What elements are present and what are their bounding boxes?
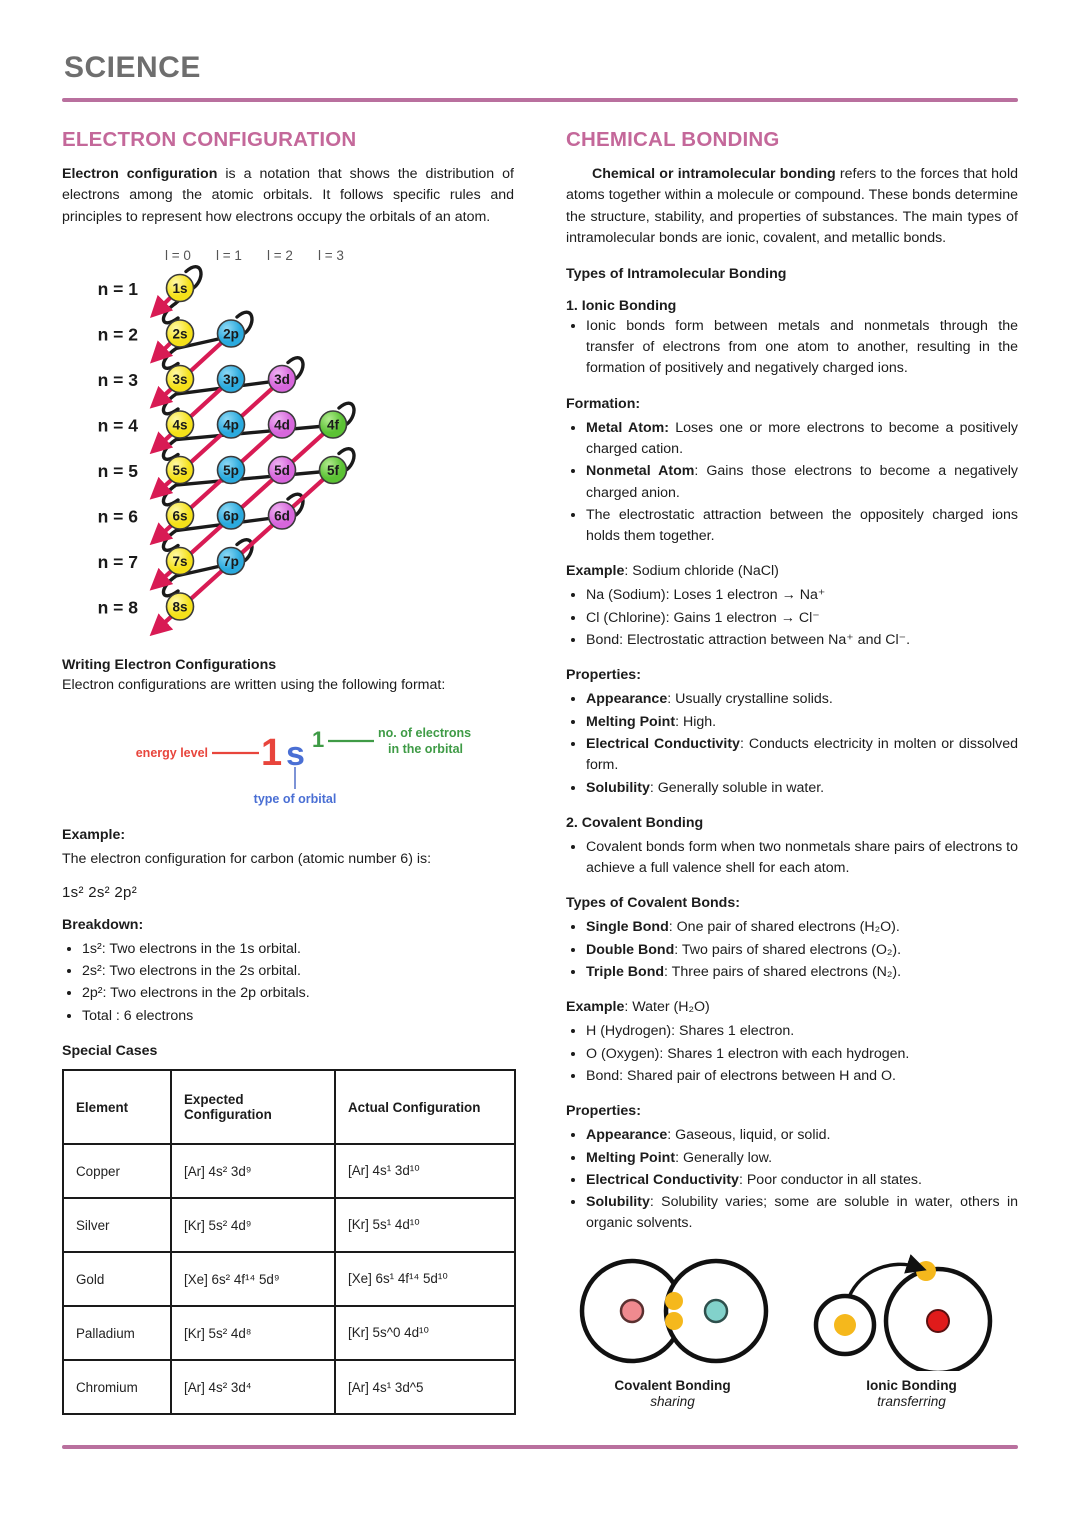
ionic-formation-item (586, 461, 1018, 504)
cell-element: Copper (63, 1144, 171, 1198)
covalent-bonding-svg (566, 1253, 779, 1371)
covalent-types-list (566, 917, 1018, 983)
example-text-left: The electron configuration for carbon (atomic number 6) is: (62, 850, 432, 867)
ionic-example-item: • Na (Sodium): Loses 1 electron → Na⁺ (586, 585, 1018, 606)
bonding-intro-bold-term: Chemical or intramolecular bonding (592, 165, 836, 182)
orbital-label: 2s (172, 326, 188, 342)
aufbau-orbital-4p (218, 411, 245, 438)
covalent-types-heading: Types of Covalent Bonds: (566, 895, 740, 912)
column-header-expected: Expected Configuration (171, 1070, 335, 1144)
covalent-example-item: • Bond: Shared pair of electrons between H and O. (586, 1066, 1018, 1087)
covalent-bonding-heading: 2. Covalent Bonding (566, 814, 704, 831)
ionic-properties-list (566, 689, 1018, 798)
covalent-type-item (586, 940, 1018, 961)
chemical-bonding-intro (566, 164, 1018, 250)
electron-count-label-line1: no. of electrons (378, 725, 472, 740)
aufbau-orbital-5f (320, 457, 347, 484)
covalent-left-nucleus (621, 1300, 643, 1322)
orbital-label: 8s (172, 599, 188, 615)
list-item-text: : Usually crystalline solids. (667, 691, 833, 708)
ionic-example-list (566, 585, 1018, 651)
shared-electron-top (665, 1292, 683, 1310)
orbital-label: 2p (223, 326, 239, 342)
intro-bold-term: Electron configuration (62, 165, 218, 182)
list-item-text: : Solubility varies; some are soluble in water, others in organic solvents. (586, 1194, 1018, 1232)
covalent-bonding-bullets (566, 837, 1018, 880)
aufbau-orbital-5d (269, 457, 296, 484)
orbital-label: 4f (326, 417, 340, 433)
orbital-label: 7s (172, 554, 188, 570)
aufbau-l-label: l = 2 (267, 248, 293, 264)
aufbau-orbital-7p (218, 548, 245, 575)
covalent-right-nucleus (705, 1300, 727, 1322)
aufbau-l-labels (165, 248, 344, 263)
orbital-label: 5d (274, 463, 290, 479)
breakdown-item: • 1s²: Two electrons in the 1s orbital. (82, 939, 514, 960)
cell-element: Palladium (63, 1306, 171, 1360)
ionic-property-item (586, 712, 1018, 733)
aufbau-orbital-7s (167, 548, 194, 575)
column-header-actual: Actual Configuration (335, 1070, 515, 1144)
aufbau-orbital-3p (218, 366, 245, 393)
list-item-term: Electrical Conductivity (586, 1171, 739, 1188)
aufbau-orbital-6s (167, 502, 194, 529)
orbital-label: 6d (274, 508, 290, 524)
cell-expected-configuration: [Kr] 5s² 4d⁸ (171, 1306, 335, 1360)
electron-configuration-intro (62, 164, 514, 229)
types-of-bonding-heading: Types of Intramolecular Bonding (566, 265, 787, 282)
orbital-label: 7p (223, 554, 239, 570)
list-item-term: Metal Atom: (586, 419, 669, 436)
aufbau-orbital-3d (269, 366, 296, 393)
list-item-text: : Three pairs of shared electrons (N₂). (664, 964, 902, 981)
covalent-figure-caption: Covalent Bonding (614, 1377, 731, 1393)
ionic-bonding-svg (805, 1253, 1018, 1371)
covalent-example-item: • H (Hydrogen): Shares 1 electron. (586, 1021, 1018, 1042)
aufbau-l-label: l = 0 (165, 248, 191, 264)
orbital-label: 5p (223, 463, 239, 479)
orbital-label: 3s (172, 372, 188, 388)
ionic-formation-item (586, 418, 1018, 461)
aufbau-orbital-5s (167, 457, 194, 484)
aufbau-n-label: n = 2 (97, 324, 138, 345)
ionic-property-item (586, 689, 1018, 710)
writing-configurations-lead: Electron configurations are written using the following format: (62, 677, 446, 694)
aufbau-n-label: n = 7 (97, 552, 138, 573)
cell-actual-configuration: [Ar] 4s¹ 3d¹⁰ (335, 1144, 515, 1198)
ionic-transferred-electron (916, 1261, 936, 1281)
column-chemical-bonding (566, 128, 1018, 1416)
aufbau-orbital-4s (167, 411, 194, 438)
ionic-properties-colon: : (636, 667, 641, 684)
table-row (63, 1252, 515, 1306)
table-row (63, 1360, 515, 1414)
ionic-properties-heading-text: Properties (566, 667, 637, 684)
ionic-property-item (586, 778, 1018, 799)
aufbau-orbital-4f (320, 411, 347, 438)
breakdown-heading: Breakdown: (62, 916, 144, 933)
table-row (63, 1198, 515, 1252)
aufbau-svg (62, 246, 514, 641)
list-item-term: Solubility (586, 1194, 650, 1211)
aufbau-n-label: n = 5 (97, 461, 138, 482)
list-item-term: Triple Bond (586, 964, 665, 981)
aufbau-n-label: n = 8 (97, 597, 138, 618)
aufbau-orbital-6d (269, 502, 296, 529)
covalent-property-item (586, 1148, 1018, 1169)
special-cases-heading: Special Cases (62, 1043, 158, 1060)
list-item-text: : High. (675, 713, 717, 730)
example-heading-text: Example (62, 826, 121, 843)
notation-diagram (62, 711, 514, 811)
notation-svg (62, 711, 514, 811)
aufbau-n-label: n = 4 (97, 415, 138, 436)
orbital-label: 4p (223, 417, 239, 433)
list-item-text: : Generally low. (675, 1149, 773, 1166)
aufbau-diagram (62, 246, 514, 641)
footer-divider (62, 1445, 1018, 1449)
covalent-bonding-figure (566, 1253, 779, 1409)
cell-actual-configuration: [Kr] 5s^0 4d¹⁰ (335, 1306, 515, 1360)
covalent-example-heading (566, 999, 1018, 1015)
covalent-properties-list (566, 1125, 1018, 1234)
ionic-properties-heading (566, 667, 1018, 683)
column-header-element: Element (63, 1070, 171, 1144)
aufbau-l-label: l = 3 (318, 248, 344, 264)
ionic-example-item: • Bond: Electrostatic attraction between Na⁺ and Cl⁻. (586, 630, 1018, 651)
ionic-formation-list (566, 418, 1018, 548)
table-header-row (63, 1070, 515, 1144)
cell-element: Gold (63, 1252, 171, 1306)
ionic-figure-caption: Ionic Bonding (866, 1377, 957, 1393)
list-item-text: The electrostatic attraction between the oppositely charged ions holds them together. (586, 506, 1018, 545)
cell-expected-configuration: [Ar] 4s² 3d⁹ (171, 1144, 335, 1198)
aufbau-orbital-2s (167, 320, 194, 347)
list-item-term: Single Bond (586, 919, 669, 936)
orbital-label: 1s (172, 281, 188, 297)
carbon-configuration: 1s² 2s² 2p² (62, 883, 137, 901)
orbital-type-value: s (286, 734, 305, 773)
list-item-text: : Gaseous, liquid, or solid. (667, 1127, 831, 1144)
orbital-label: 6s (172, 508, 188, 524)
covalent-example-subject: : Water (H₂O) (624, 999, 710, 1016)
list-item-term: Melting Point (586, 1149, 676, 1166)
electron-count-label-line2: in the orbital (388, 741, 463, 756)
covalent-properties-heading (566, 1103, 1018, 1119)
ionic-example-item: • Cl (Chlorine): Gains 1 electron → Cl⁻ (586, 608, 1018, 629)
writing-configurations-heading: Writing Electron Configurations (62, 657, 277, 674)
ionic-formation-colon: : (635, 395, 641, 412)
covalent-figure-subcaption: sharing (650, 1393, 695, 1409)
aufbau-orbital-5p (218, 457, 245, 484)
aufbau-orbital-8s (167, 593, 194, 620)
ionic-property-item (586, 734, 1018, 777)
section-heading-electron-configuration: ELECTRON CONFIGURATION (62, 127, 357, 151)
list-item-text: Loses one or more electrons to become a positively charged cation. (586, 419, 1018, 457)
covalent-example-item: • O (Oxygen): Shares 1 electron with each hydrogen. (586, 1044, 1018, 1065)
ionic-donor-electron (834, 1314, 856, 1336)
cell-actual-configuration: [Kr] 5s¹ 4d¹⁰ (335, 1198, 515, 1252)
covalent-property-item (586, 1125, 1018, 1146)
aufbau-orbital-3s (167, 366, 194, 393)
bonding-diagrams-row (566, 1253, 1018, 1409)
list-item-term: Melting Point (586, 713, 676, 730)
list-item-text: : Two pairs of shared electrons (O₂). (674, 941, 902, 958)
breakdown-item: • 2p²: Two electrons in the 2p orbitals. (82, 983, 514, 1004)
ionic-example-heading (566, 563, 1018, 579)
covalent-properties-heading-text: Properties (566, 1103, 637, 1120)
aufbau-orbital-1s (167, 275, 194, 302)
list-item-text: : One pair of shared electrons (H₂O). (668, 919, 900, 936)
energy-level-label: energy level (135, 745, 208, 760)
breakdown-item: • 2s²: Two electrons in the 2s orbital. (82, 961, 514, 982)
aufbau-orbital-2p (218, 320, 245, 347)
cell-actual-configuration: [Xe] 6s¹ 4f¹⁴ 5d¹⁰ (335, 1252, 515, 1306)
orbital-label: 6p (223, 508, 239, 524)
covalent-type-item (586, 962, 1018, 983)
cell-expected-configuration: [Kr] 5s² 4d⁹ (171, 1198, 335, 1252)
aufbau-n-label: n = 1 (97, 279, 138, 300)
breakdown-list (62, 939, 514, 1027)
covalent-type-item (586, 917, 1018, 938)
cell-expected-configuration: [Ar] 4s² 3d⁴ (171, 1360, 335, 1414)
column-electron-configuration (62, 128, 514, 1416)
orbital-label: 5f (326, 463, 340, 479)
aufbau-n-label: n = 3 (97, 370, 138, 391)
ionic-acceptor-nucleus (927, 1310, 949, 1332)
aufbau-n-label: n = 6 (97, 506, 138, 527)
aufbau-orbital-6p (218, 502, 245, 529)
covalent-example-list (566, 1021, 1018, 1087)
list-item-term: Appearance (586, 691, 668, 708)
ionic-formation-heading (566, 396, 1018, 412)
example-heading-colon: : (120, 826, 126, 843)
covalent-properties-colon: : (636, 1103, 641, 1120)
table-row (63, 1306, 515, 1360)
list-item-text: : Poor conductor in all states. (738, 1171, 922, 1188)
list-item-text: : Gains those electrons to become a negatively charged anion. (586, 463, 1019, 501)
ionic-formation-item (586, 505, 1018, 548)
special-cases-table (62, 1069, 516, 1415)
cell-element: Silver (63, 1198, 171, 1252)
shared-electron-bottom (665, 1312, 683, 1330)
breakdown-item: • Total : 6 electrons (82, 1006, 514, 1027)
orbital-label: 4s (172, 417, 188, 433)
orbital-label: 5s (172, 463, 188, 479)
section-heading-chemical-bonding: CHEMICAL BONDING (566, 127, 780, 151)
orbital-label: 4d (274, 417, 290, 433)
table-row (63, 1144, 515, 1198)
covalent-property-item (586, 1192, 1018, 1235)
intro-body-text: is a notation that shows the distribution of electrons among the atomic orbitals. It follows specific rules and principles to represent how electrons occupy the orbitals of an atom. (62, 165, 514, 225)
ionic-formation-heading-text: Formation (566, 395, 636, 412)
ionic-example-heading-text: Example (566, 563, 625, 580)
energy-level-value: 1 (261, 731, 283, 774)
list-item-term: Electrical Conductivity (586, 735, 740, 752)
orbital-label: 3d (274, 372, 290, 388)
ionic-example-subject: : Sodium chloride (NaCl) (624, 563, 779, 580)
list-item-term: Nonmetal Atom (586, 463, 695, 480)
aufbau-orbital-4d (269, 411, 296, 438)
cell-actual-configuration: [Ar] 4s¹ 3d^5 (335, 1360, 515, 1414)
list-item-term: Appearance (586, 1127, 668, 1144)
list-item-term: Double Bond (586, 941, 675, 958)
covalent-property-item (586, 1170, 1018, 1191)
covalent-bullet: • Covalent bonds form when two nonmetals share pairs of electrons to achieve a full valence shell for each atom. (586, 837, 1018, 880)
page-title: SCIENCE (64, 51, 201, 84)
list-item-text: : Conducts electricity in molten or dissolved form. (586, 735, 1018, 774)
ionic-bonding-figure (805, 1253, 1018, 1409)
orbital-label: 3p (223, 372, 239, 388)
list-item-term: Solubility (586, 779, 650, 796)
ionic-bonding-heading: 1. Ionic Bonding (566, 297, 677, 314)
electron-count-value: 1 (312, 726, 325, 752)
ionic-figure-subcaption: transferring (877, 1393, 946, 1409)
covalent-example-heading-text: Example (566, 999, 625, 1016)
aufbau-n-labels (98, 279, 139, 618)
list-item-text: : Generally soluble in water. (649, 779, 825, 796)
ionic-bullet: • Ionic bonds form between metals and nonmetals through the transfer of electrons from one atom to another, resulting in the formation of positively and negatively charged ions. (586, 316, 1018, 380)
ionic-bonding-bullets (566, 316, 1018, 380)
cell-expected-configuration: [Xe] 6s² 4f¹⁴ 5d⁹ (171, 1252, 335, 1306)
bonding-intro-body-text: refers to the forces that hold atoms together within a molecule or compound. These bonds determine the structure, stability, and properties of substances. The main types of intramolecular bonds are ionic, covalent, and metallic bonds. (566, 165, 1018, 247)
two-column-layout (62, 128, 1018, 1416)
aufbau-l-label: l = 1 (216, 248, 242, 264)
cell-element: Chromium (63, 1360, 171, 1414)
special-cases-table-body (63, 1144, 515, 1414)
example-heading-left (62, 827, 514, 843)
orbital-type-label: type of orbital (253, 791, 337, 806)
header-divider (62, 98, 1018, 102)
